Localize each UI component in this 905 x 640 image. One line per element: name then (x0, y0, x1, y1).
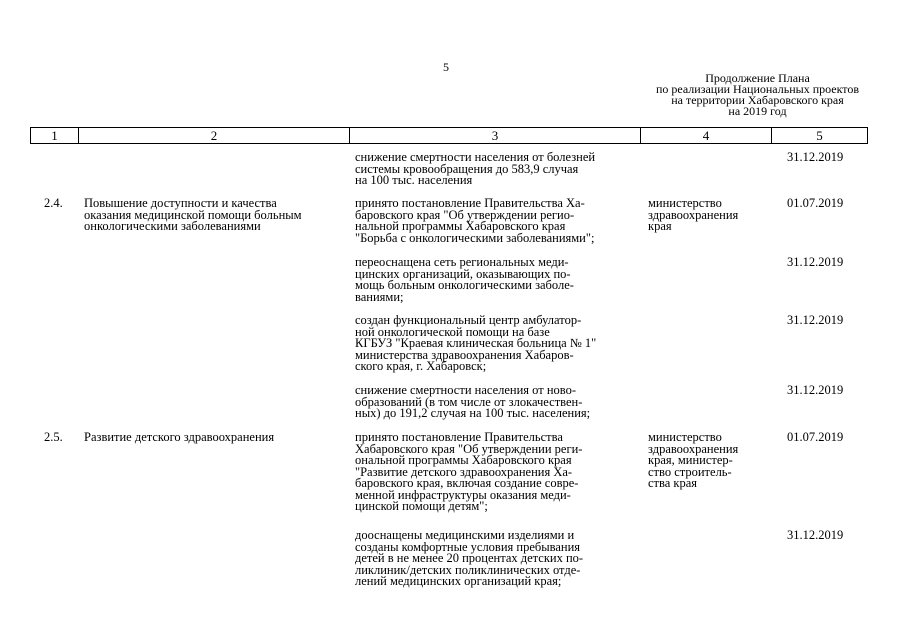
header-col-2: 2 (78, 127, 349, 144)
page-number: 5 (443, 60, 449, 74)
action-line: мощь больным онкологическими заболе- (355, 278, 574, 292)
action-line: цинских организаций, оказывающих по- (355, 266, 571, 281)
table-header (30, 127, 867, 144)
row-resp (648, 432, 738, 490)
continuation-header (625, 73, 890, 117)
action-line: "Борьба с онкологическими заболеваниями"; (355, 230, 595, 245)
row-name (84, 198, 302, 233)
action-line: ональной программы Хабаровского края (355, 453, 572, 467)
row-num: 2.5. (44, 430, 63, 444)
continuation-title: Продолжение Плана (705, 71, 810, 85)
name-line: оказания медицинской помощи больным (84, 207, 302, 222)
header-col-4: 4 (640, 127, 771, 144)
resp-line: министерство (648, 430, 722, 444)
name-line: Повышение доступности и качества (84, 196, 277, 210)
action-line: баровского края, включая создание совре- (355, 476, 579, 490)
action-line: Хабаровского края "Об утверждении реги- (355, 441, 583, 456)
name-line: Развитие детского здравоохранения (84, 430, 275, 444)
action-line: ной онкологической помощи на базе (355, 324, 550, 339)
header-col-3: 3 (349, 127, 640, 144)
row-date: 31.12.2019 (787, 255, 844, 269)
action-line: лений медицинских организаций края; (355, 574, 562, 588)
action-line: баровского края "Об утверждении регио- (355, 207, 575, 222)
action-line: детей в не менее 20 процентах детских по- (355, 551, 584, 565)
action-line: системы кровообращения до 583,9 случая (355, 161, 579, 176)
row-date: 31.12.2019 (787, 150, 844, 164)
action-line: ского края, г. Хабаровск; (355, 359, 487, 373)
action-line: "Развитие детского здравоохранения Ха- (355, 464, 573, 479)
row-num: 2.4. (44, 196, 63, 210)
action-line: переоснащена сеть региональных меди- (355, 255, 569, 269)
resp-line: края, министер- (648, 453, 733, 467)
row-date: 01.07.2019 (787, 196, 844, 210)
action-line: нальной программы Хабаровского края (355, 219, 566, 233)
row-action (355, 432, 582, 513)
action-line: созданы комфортные условия пребывания (355, 539, 581, 554)
row-action (355, 152, 595, 187)
action-line: принято постановление Правительства (355, 430, 563, 444)
row-action (355, 530, 583, 588)
resp-line: здравоохранения (648, 207, 739, 222)
continuation-line: по реализации Национальных проектов (655, 82, 860, 96)
row-date: 31.12.2019 (787, 528, 844, 542)
row-date: 01.07.2019 (787, 430, 844, 444)
action-line: снижение смертности населения от болезней (355, 150, 596, 164)
row-action (355, 385, 590, 420)
name-line: онкологическими заболеваниями (84, 219, 261, 233)
action-line: ных) до 191,2 случая на 100 тыс. населения; (355, 406, 591, 420)
row-action (355, 315, 596, 373)
action-line: КГБУЗ "Краевая клиническая больница № 1" (355, 336, 597, 350)
action-line: снижение смертности населения от ново- (355, 383, 576, 397)
row-name (84, 432, 274, 444)
row-date: 31.12.2019 (787, 313, 844, 327)
action-line: цинской помощи детям"; (355, 499, 488, 513)
resp-line: министерство (648, 196, 722, 210)
row-resp (648, 198, 738, 233)
action-line: ликлиник/детских поликлинических отде- (355, 562, 581, 577)
action-line: принято постановление Правительства Ха- (355, 196, 585, 210)
row-action (355, 198, 594, 244)
resp-line: края (648, 219, 672, 233)
row-date: 31.12.2019 (787, 383, 844, 397)
action-line: ваниями; (355, 289, 404, 304)
resp-line: здравоохранения (648, 441, 739, 456)
action-line: менной инфраструктуры оказания меди- (355, 487, 571, 502)
continuation-line: на территории Хабаровского края (671, 93, 844, 107)
action-line: создан функциональный центр амбулатор- (355, 313, 582, 327)
resp-line: ство строитель- (648, 464, 732, 479)
header-col-5: 5 (771, 127, 868, 144)
action-line: образований (в том числе от злокачествен- (355, 394, 583, 409)
action-line: министерства здравоохранения Хабаров- (355, 347, 574, 362)
continuation-line: на 2019 год (728, 104, 787, 118)
header-col-1: 1 (30, 127, 78, 144)
action-line: на 100 тыс. населения (355, 173, 473, 187)
action-line: дооснащены медицинскими изделиями и (355, 528, 575, 542)
resp-line: ства края (648, 476, 698, 490)
row-action (355, 257, 574, 303)
